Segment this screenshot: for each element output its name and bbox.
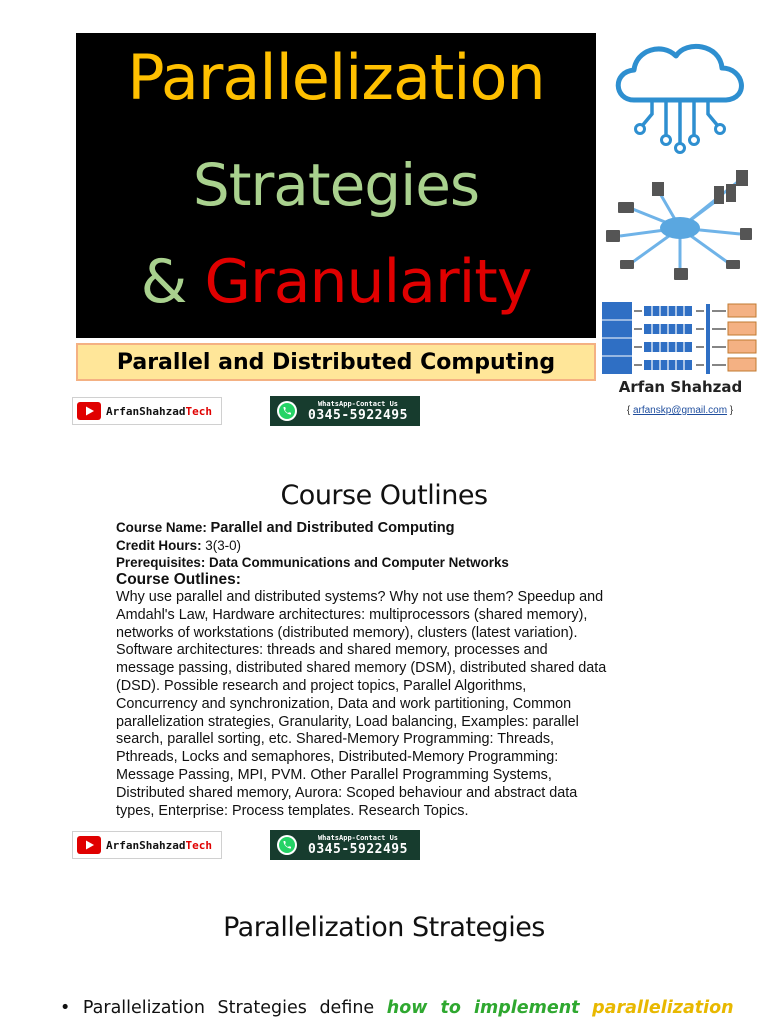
cpu-instruction-diagram xyxy=(600,296,760,376)
channel-name-accent: Tech xyxy=(185,404,212,418)
youtube-channel-badge[interactable] xyxy=(72,831,222,859)
prerequisites-line xyxy=(116,554,656,571)
title-line-parallelization: Parallelization xyxy=(127,41,545,114)
outline-line: search, parallel sorting, etc. Shared-Memory Programming: Threads, xyxy=(116,731,555,748)
channel-name-main: ArfanShahzad xyxy=(106,838,186,852)
whatsapp-texts xyxy=(304,400,412,423)
channel-name xyxy=(106,405,212,418)
course-name-line xyxy=(116,519,656,537)
distributed-network-diagram xyxy=(600,168,760,284)
outline-line: networks of workstations (distributed memory), clusters (latest variation). xyxy=(116,624,578,641)
outline-line: message passing, distributed shared memory (DSM), distributed shared data xyxy=(116,660,607,677)
course-details xyxy=(116,519,656,820)
email-open-brace: { xyxy=(626,405,633,416)
outline-line: Pthreads, Locks and semaphores, Distributed-Memory Programming: xyxy=(116,749,559,766)
credit-hours-value: 3(3-0) xyxy=(205,538,242,553)
whatsapp-label: WhatsApp-Contact Us xyxy=(317,399,399,408)
outline-line: Amdahl's Law, Hardware architectures: multiprocessors (shared memory), xyxy=(116,606,588,623)
outline-line: Distributed shared memory, Aurora: Scoped behaviour and abstract data xyxy=(116,784,578,801)
title-banner xyxy=(76,33,596,338)
outline-line: types, Enterprise: Process templates. Research Topics. xyxy=(116,802,469,819)
subtitle-bar: Parallel and Distributed Computing xyxy=(76,343,596,381)
course-name-value: Parallel and Distributed Computing xyxy=(210,520,455,536)
whatsapp-contact-badge[interactable] xyxy=(270,830,420,860)
whatsapp-icon xyxy=(276,400,298,422)
course-name-label: Course Name: xyxy=(116,520,211,535)
author-email-link[interactable]: arfanskp@gmail.com xyxy=(632,405,728,416)
strategies-heading: Parallelization Strategies xyxy=(223,912,545,943)
whatsapp-contact-badge[interactable] xyxy=(270,396,420,426)
credit-hours-label: Credit Hours: xyxy=(116,538,206,553)
prerequisites-value: Data Communications and Computer Networks xyxy=(209,555,509,570)
author-email-line xyxy=(604,405,756,416)
youtube-play-icon xyxy=(77,402,101,420)
bullet-highlight-green: how to implement xyxy=(386,998,580,1018)
title-ampersand: & xyxy=(140,247,205,317)
course-outlines-heading: Course Outlines xyxy=(280,480,488,511)
prerequisites-label: Prerequisites: xyxy=(116,555,210,570)
title-line-granularity xyxy=(76,247,596,317)
youtube-play-icon xyxy=(77,836,101,854)
channel-name-accent: Tech xyxy=(185,838,212,852)
author-name: Arfan Shahzad xyxy=(618,378,743,396)
email-close-brace: } xyxy=(727,405,734,416)
title-granularity-word: Granularity xyxy=(204,247,532,317)
outline-line: Concurrency and synchronization, Data and work partitioning, Common xyxy=(116,695,572,712)
whatsapp-label: WhatsApp-Contact Us xyxy=(317,833,399,842)
channel-name xyxy=(106,839,212,852)
whatsapp-phone: 0345-5922495 xyxy=(308,841,408,857)
credit-hours-line xyxy=(116,537,656,554)
whatsapp-phone: 0345-5922495 xyxy=(308,407,408,423)
outline-line: Why use parallel and distributed systems? Why not use them? Speedup and xyxy=(116,589,604,605)
outline-line: Message Passing, MPI, PVM. Other Parallel Programming Systems, xyxy=(116,766,552,783)
title-line-strategies: Strategies xyxy=(192,151,480,219)
channel-name-main: ArfanShahzad xyxy=(106,404,186,418)
bullet-highlight-yellow: parallelization xyxy=(592,998,734,1018)
cloud-computing-icon xyxy=(604,36,754,156)
whatsapp-icon xyxy=(276,834,298,856)
bullet-gap xyxy=(580,998,593,1018)
outline-line: Software architectures: threads and shared memory, processes and xyxy=(116,642,548,659)
outlines-body xyxy=(116,589,656,820)
whatsapp-texts xyxy=(304,834,412,857)
outlines-subheading: Course Outlines: xyxy=(116,571,241,588)
strategies-bullet xyxy=(60,998,734,1018)
bullet-text: • Parallelization Strategies define xyxy=(60,998,387,1018)
outline-line: (DSD). Possible research and project topics, Parallel Algorithms, xyxy=(116,677,527,694)
youtube-channel-badge[interactable] xyxy=(72,397,222,425)
outline-line: parallelization strategies, Granularity, Load balancing, Examples: parallel xyxy=(116,713,579,730)
